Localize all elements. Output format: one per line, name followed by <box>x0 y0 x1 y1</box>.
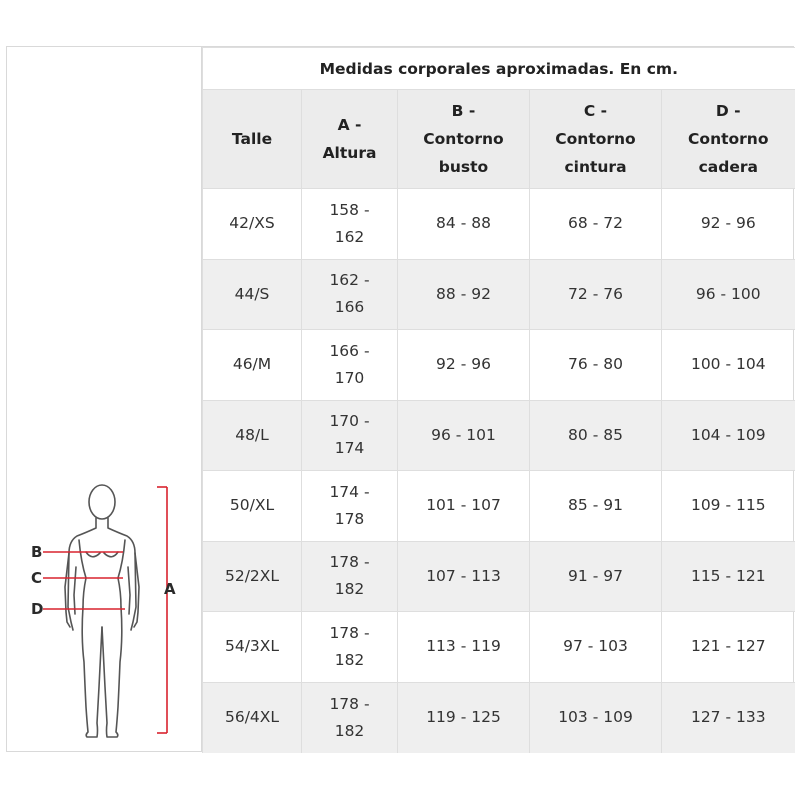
header-size: Talle <box>203 90 302 189</box>
cell-bust: 107 - 113 <box>398 541 530 612</box>
cell-waist: 85 - 91 <box>530 471 662 542</box>
label-b: B <box>31 543 43 561</box>
cell-bust: 92 - 96 <box>398 330 530 401</box>
table-row <box>203 259 795 330</box>
table-row <box>203 471 795 542</box>
cell-bust: 101 - 107 <box>398 471 530 542</box>
label-c: C <box>31 569 43 587</box>
table-header-row <box>203 90 795 189</box>
cell-bust: 88 - 92 <box>398 259 530 330</box>
cell-size: 44/S <box>203 259 302 330</box>
table-row <box>203 682 795 753</box>
cell-waist: 68 - 72 <box>530 189 662 260</box>
body-silhouette-illustration <box>7 47 201 751</box>
table-row <box>203 330 795 401</box>
cell-size: 56/4XL <box>203 682 302 753</box>
header-height: A - Altura <box>302 90 398 189</box>
cell-bust: 84 - 88 <box>398 189 530 260</box>
header-bust: B - Contorno busto <box>398 90 530 189</box>
cell-hip: 104 - 109 <box>662 400 795 471</box>
table-row <box>203 612 795 683</box>
table-row <box>203 189 795 260</box>
table-row <box>203 400 795 471</box>
cell-size: 54/3XL <box>203 612 302 683</box>
cell-size: 50/XL <box>203 471 302 542</box>
cell-height: 178 - 182 <box>302 682 398 753</box>
body-outline <box>65 485 139 737</box>
cell-height: 170 - 174 <box>302 400 398 471</box>
label-d: D <box>31 600 44 618</box>
cell-size: 46/M <box>203 330 302 401</box>
cell-size: 52/2XL <box>203 541 302 612</box>
cell-bust: 96 - 101 <box>398 400 530 471</box>
cell-waist: 97 - 103 <box>530 612 662 683</box>
header-waist: C - Contorno cintura <box>530 90 662 189</box>
header-hip: D - Contorno cadera <box>662 90 795 189</box>
table-row <box>203 541 795 612</box>
cell-waist: 80 - 85 <box>530 400 662 471</box>
cell-bust: 113 - 119 <box>398 612 530 683</box>
cell-size: 48/L <box>203 400 302 471</box>
cell-waist: 76 - 80 <box>530 330 662 401</box>
size-chart-frame <box>6 46 794 752</box>
cell-height: 162 - 166 <box>302 259 398 330</box>
cell-height: 158 - 162 <box>302 189 398 260</box>
cell-hip: 92 - 96 <box>662 189 795 260</box>
cell-height: 178 - 182 <box>302 612 398 683</box>
cell-hip: 100 - 104 <box>662 330 795 401</box>
cell-height: 174 - 178 <box>302 471 398 542</box>
cell-hip: 96 - 100 <box>662 259 795 330</box>
cell-height: 166 - 170 <box>302 330 398 401</box>
cell-hip: 127 - 133 <box>662 682 795 753</box>
cell-waist: 103 - 109 <box>530 682 662 753</box>
cell-hip: 115 - 121 <box>662 541 795 612</box>
table-caption-row <box>203 48 795 90</box>
cell-height: 178 - 182 <box>302 541 398 612</box>
table-caption: Medidas corporales aproximadas. En cm. <box>203 48 795 90</box>
cell-hip: 121 - 127 <box>662 612 795 683</box>
size-table <box>202 47 795 753</box>
cell-hip: 109 - 115 <box>662 471 795 542</box>
cell-waist: 91 - 97 <box>530 541 662 612</box>
cell-waist: 72 - 76 <box>530 259 662 330</box>
cell-size: 42/XS <box>203 189 302 260</box>
body-figure-panel <box>7 47 202 751</box>
cell-bust: 119 - 125 <box>398 682 530 753</box>
label-a: A <box>164 580 176 598</box>
